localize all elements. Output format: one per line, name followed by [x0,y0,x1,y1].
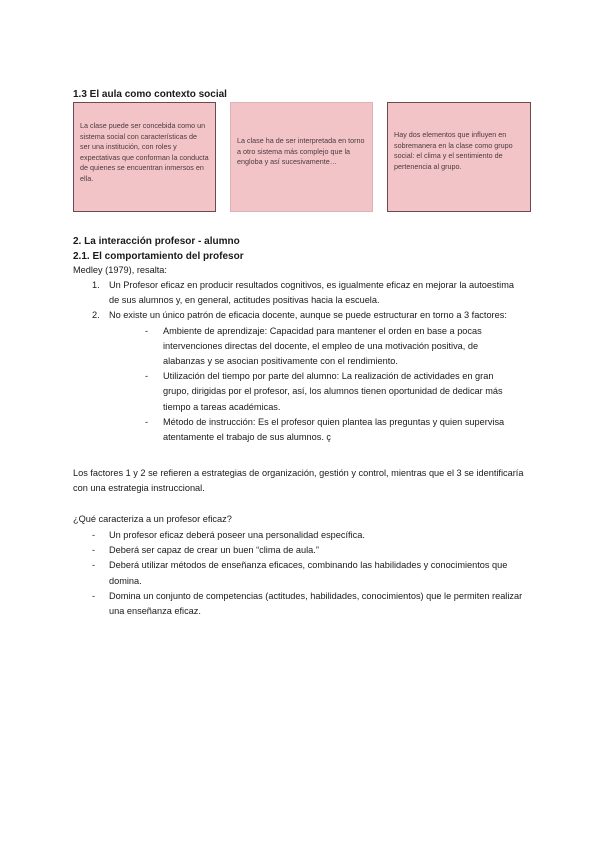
factor-text: Ambiente de aprendizaje: Capacidad para mantener el orden en base a pocas intervenciones directas del docente, el empleo de una motivación positiva, de alabanzas y se asocian positivamente con el rendimiento. [163,325,482,367]
heading-teacher-behavior: 2.1. El comportamiento del profesor [73,251,244,262]
list-item [92,278,522,308]
trait-item [92,589,532,619]
section-title: 1.3 El aula como contexto social [73,89,227,100]
factor-item [145,369,522,415]
dash-bullet: - [145,325,149,336]
question-text: ¿Qué caracteriza a un profesor eficaz? [73,514,232,524]
list-number: 1. [92,280,100,290]
dash-bullet: - [145,371,149,382]
numbered-list [92,278,522,445]
factor-item [145,415,522,445]
list-item-text: No existe un único patrón de eficacia docente, aunque se puede estructurar en torno a 3 factores: [109,310,507,321]
heading-interaction: 2. La interacción profesor - alumno [73,236,240,247]
concept-box-3: Hay dos elementos que influyen en sobremanera en la clase como grupo social: el clima y el sentimiento de pertenencia al grupo. [387,102,531,212]
concept-boxes [73,102,531,212]
trait-item [92,558,532,588]
list-item [92,308,522,445]
factor-list [145,324,522,446]
list-number: 2. [92,310,100,321]
trait-text: Un profesor eficaz deberá poseer una personalidad específica. [109,530,365,540]
concept-box-2: La clase ha de ser interpretada en torno a otro sistema más complejo que la engloba y así sucesivamente… [230,102,373,212]
factor-text: Utilización del tiempo por parte del alumno: La realización de actividades en gran grupo, dirigidas por el profesor, así, los alumnos tienen oportunidad de dedicar más tiempo a tareas académicas. [163,371,503,412]
dash-bullet: - [92,545,96,556]
intro-text: Medley (1979), resalta: [73,265,167,275]
factor-item [145,324,522,370]
concept-box-1: La clase puede ser concebida como un sistema social con características de ser una institución, con roles y expectativas que conforman la conducta de quienes se encuentran inmersos en ella. [73,102,216,212]
factor-text: Método de instrucción: Es el profesor quien plantea las preguntas y quien supervisa atentamente el trabajo de sus alumnos. ç [163,416,505,443]
trait-item [92,543,532,558]
traits-list [92,528,532,619]
dash-bullet: - [92,560,96,571]
trait-item [92,528,532,543]
trait-text: Domina un conjunto de competencias (actitudes, habilidades, conocimientos) que le permiten realizar una enseñanza eficaz. [109,590,523,617]
dash-bullet: - [92,590,96,601]
trait-text: Deberá utilizar métodos de enseñanza eficaces, combinando las habilidades y conocimientos que domina. [109,560,508,586]
dash-bullet: - [145,416,149,427]
summary-text: Los factores 1 y 2 se refieren a estrategias de organización, gestión y control, mientras que el 3 se identificaría con una estrategia instruccional. [73,468,524,494]
list-item-text: Un Profesor eficaz en producir resultados cognitivos, es igualmente eficaz en mejorar la autoestima de sus alumnos y, en general, actitudes positivas hacia la escuela. [109,280,514,306]
trait-text: Deberá ser capaz de crear un buen “clima de aula.” [109,545,319,556]
dash-bullet: - [92,530,96,540]
